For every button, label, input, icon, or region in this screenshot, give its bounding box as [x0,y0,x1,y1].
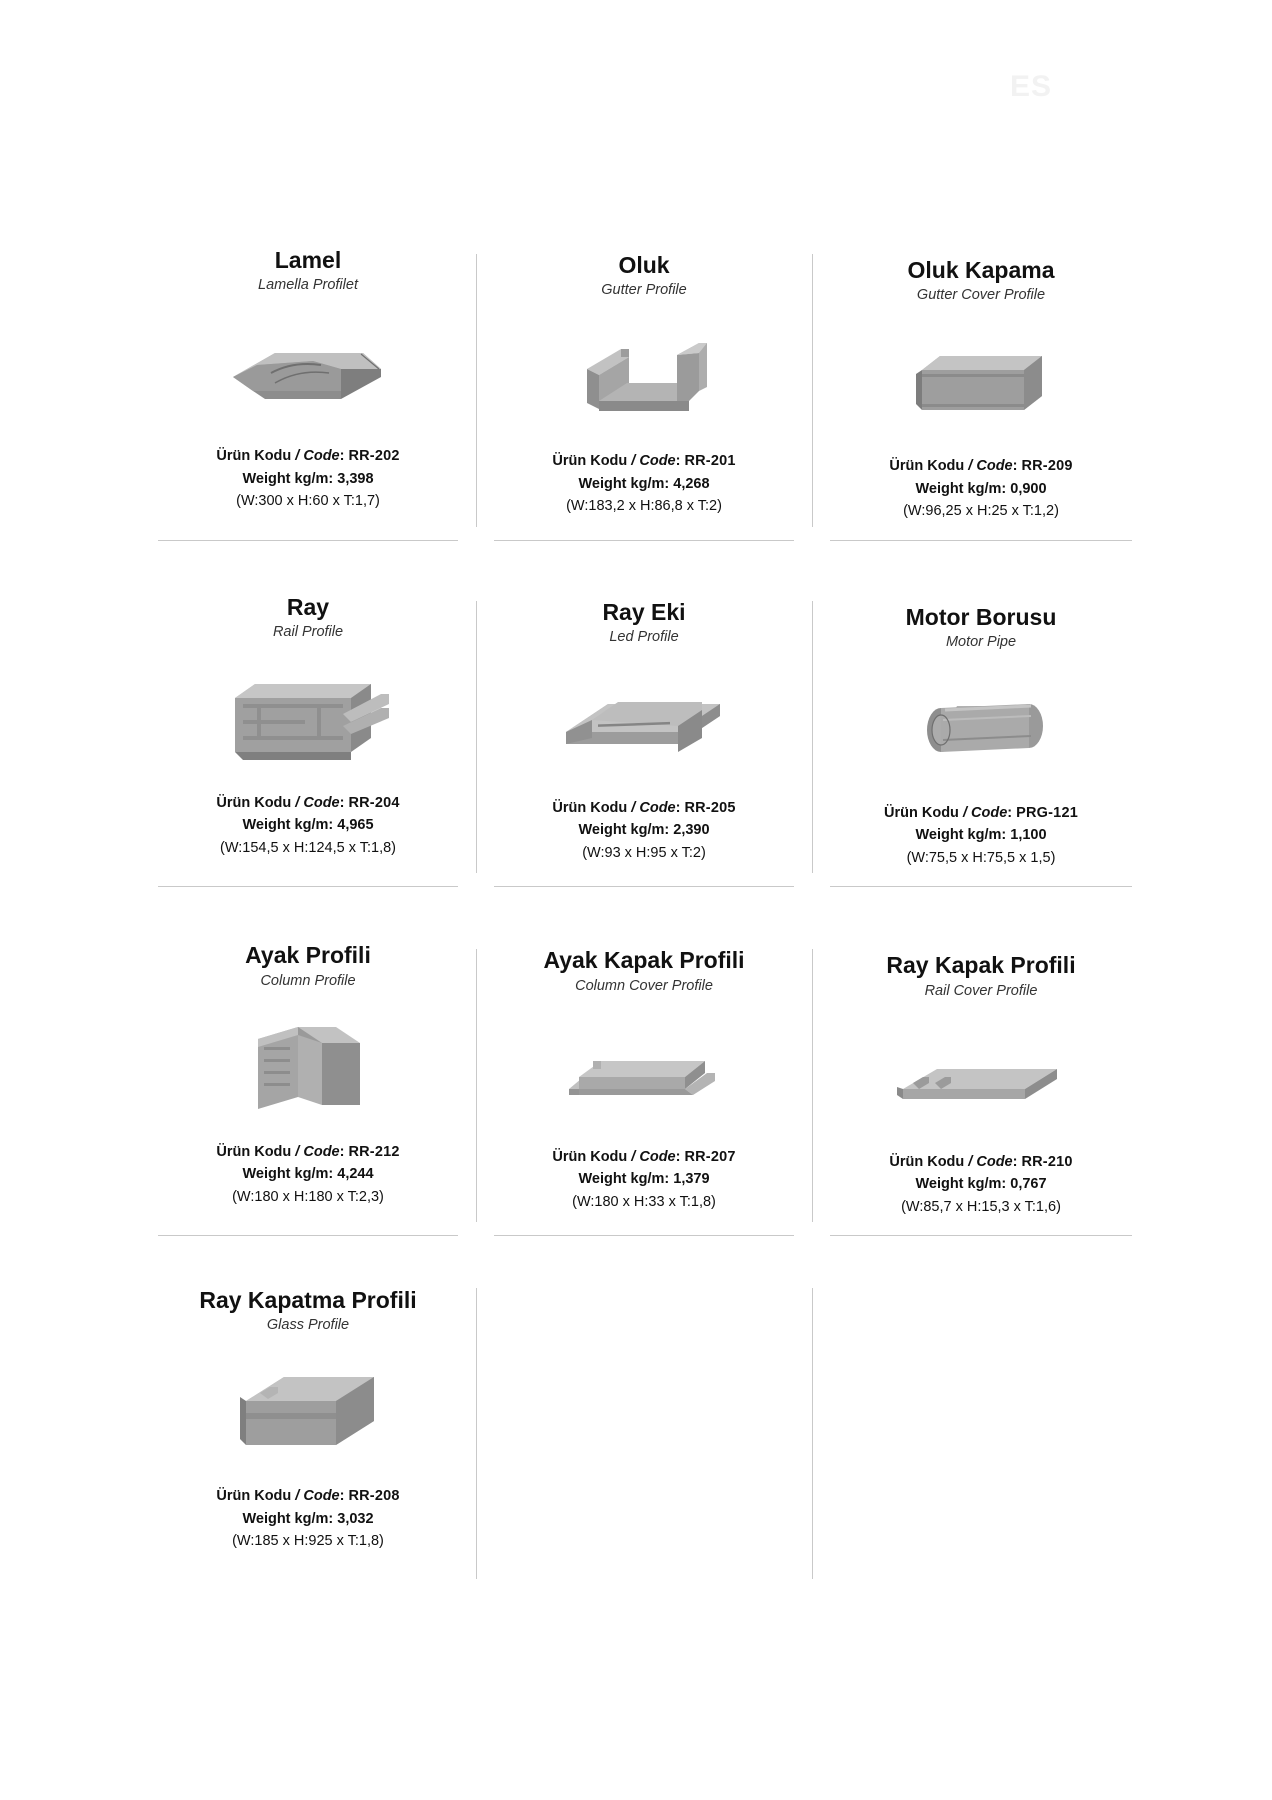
code-label-en: Code [639,1148,676,1165]
product-code: RR-209 [1021,458,1073,475]
code-separator: / [964,458,977,475]
weight-label: Weight kg/m: [242,1166,334,1183]
product-card-ayak-profili [140,943,476,1236]
product-weight: 4,244 [337,1166,374,1183]
product-title: Ray Kapatma Profili [199,1287,417,1314]
product-code: RR-210 [1021,1153,1073,1170]
product-title: Ayak Kapak Profili [543,947,745,974]
code-separator: / [964,1153,977,1170]
product-subtitle: Glass Profile [266,1317,350,1334]
product-weight: 3,398 [337,470,374,487]
divider [158,886,458,887]
product-weight: 0,767 [1010,1176,1047,1193]
code-label-en: Code [303,448,340,465]
product-card-ray-kapatma-profili [140,1288,476,1571]
product-title: Oluk [618,252,670,278]
column-profile-icon [150,1005,466,1131]
code-label-tr: Ürün Kodu [552,453,628,470]
product-weight: 0,900 [1010,480,1047,497]
product-title: Ray [286,593,330,620]
gutter-cover-profile-icon [822,319,1140,445]
weight-label: Weight kg/m: [578,822,670,839]
product-card-motor-borusu [812,595,1150,888]
product-card-ray-eki [476,595,812,888]
code-label-tr: Ürün Kodu [216,1488,292,1505]
product-code: RR-204 [348,795,400,811]
product-specs: Ürün Kodu / Code: PRG-121 Weight kg/m: 1,100 (W:75,5 x H:75,5 x 1,5) [822,802,1140,869]
product-weight: 2,390 [673,822,710,839]
gutter-profile-icon [486,314,802,440]
product-row [140,1288,1150,1571]
code-label-tr: Ürün Kodu [216,1143,292,1160]
code-label-tr: Ürün Kodu [889,1153,965,1170]
product-code: RR-207 [684,1148,736,1165]
product-subtitle: Rail Cover Profile [924,982,1038,999]
weight-label: Weight kg/m: [242,1510,334,1527]
product-subtitle: Column Cover Profile [575,977,713,994]
lamella-profile-icon [150,309,466,435]
product-card-lamel [140,248,476,541]
product-code: RR-208 [348,1488,400,1505]
divider [830,886,1132,887]
product-specs: Ürün Kodu / Code: RR-202 Weight kg/m: 3,398 (W:300 x H:60 x T:1,7) [150,445,466,512]
code-label-tr: Ürün Kodu [552,1148,628,1165]
weight-label: Weight kg/m: [578,1171,670,1188]
product-row [140,595,1150,888]
product-title: Ray Kapak Profili [886,952,1076,979]
product-weight: 4,965 [337,817,374,834]
product-dimensions: (W:180 x H:180 x T:2,3) [232,1188,384,1205]
product-dimensions: (W:75,5 x H:75,5 x 1,5) [906,849,1056,866]
column-cover-profile-icon [486,1010,802,1136]
weight-label: Weight kg/m: [915,827,1007,844]
code-separator: / [291,1143,304,1160]
divider [158,1235,458,1236]
product-dimensions: (W:96,25 x H:25 x T:1,2) [903,503,1059,520]
code-separator: / [291,1488,304,1505]
code-label-tr: Ürün Kodu [552,800,628,816]
product-weight: 1,379 [673,1171,710,1188]
watermark-logo: ES [1010,70,1053,103]
product-weight: 3,032 [337,1510,374,1527]
code-label-en: Code [971,805,1008,821]
product-code: RR-201 [684,453,736,470]
rail-cover-profile-icon [822,1015,1140,1141]
product-card-ray [140,595,476,888]
code-label-tr: Ürün Kodu [889,458,965,475]
product-specs: Ürün Kodu / Code: RR-205 Weight kg/m: 2,390 (W:93 x H:95 x T:2) [486,797,802,864]
product-code: RR-202 [348,448,400,465]
product-dimensions: (W:300 x H:60 x T:1,7) [236,493,380,510]
product-title: Ayak Profili [245,942,371,969]
product-dimensions: (W:154,5 x H:124,5 x T:1,8) [220,839,396,856]
code-separator: / [627,453,640,470]
code-label-en: Code [639,453,676,470]
product-card-oluk [476,248,812,541]
product-subtitle: Column Profile [260,972,356,989]
led-profile-icon [486,661,802,787]
code-label-en: Code [303,1488,340,1505]
product-specs: Ürün Kodu / Code: RR-209 Weight kg/m: 0,900 (W:96,25 x H:25 x T:1,2) [822,455,1140,522]
product-specs: Ürün Kodu / Code: RR-208 Weight kg/m: 3,032 (W:185 x H:925 x T:1,8) [150,1485,466,1552]
product-subtitle: Lamella Profilet [258,277,358,294]
code-label-tr: Ürün Kodu [884,805,959,821]
product-specs: Ürün Kodu / Code: RR-201 Weight kg/m: 4,268 (W:183,2 x H:86,8 x T:2) [486,450,802,517]
product-weight: 1,100 [1010,827,1047,844]
weight-label: Weight kg/m: [915,1176,1007,1193]
weight-label: Weight kg/m: [578,475,670,492]
product-dimensions: (W:85,7 x H:15,3 x T:1,6) [901,1198,1061,1215]
product-specs: Ürün Kodu / Code: RR-210 Weight kg/m: 0,767 (W:85,7 x H:15,3 x T:1,6) [822,1151,1140,1218]
product-specs: Ürün Kodu / Code: RR-212 Weight kg/m: 4,244 (W:180 x H:180 x T:2,3) [150,1141,466,1208]
product-subtitle: Rail Profile [272,624,344,640]
weight-label: Weight kg/m: [915,480,1007,497]
code-separator: / [627,1148,640,1165]
divider [830,540,1132,541]
product-specs: Ürün Kodu / Code: RR-204 Weight kg/m: 4,965 (W:154,5 x H:124,5 x T:1,8) [150,792,466,859]
product-row [140,943,1150,1236]
product-dimensions: (W:93 x H:95 x T:2) [582,844,706,861]
code-separator: / [291,448,304,465]
code-label-en: Code [639,800,676,816]
product-title: Oluk Kapama [907,257,1055,283]
divider [494,540,794,541]
product-code: PRG-121 [1016,805,1078,821]
motor-pipe-icon [822,666,1140,792]
divider [830,1235,1132,1236]
weight-label: Weight kg/m: [242,470,334,487]
product-title: Lamel [274,247,342,273]
product-weight: 4,268 [673,475,710,492]
divider [494,1235,794,1236]
weight-label: Weight kg/m: [242,817,334,834]
glass-profile-icon [150,1349,466,1475]
divider [158,540,458,541]
product-subtitle: Gutter Profile [601,282,687,299]
code-separator: / [958,805,972,821]
empty-cell [812,1288,1150,1571]
product-subtitle: Motor Pipe [945,634,1017,650]
product-code: RR-205 [684,800,736,816]
product-grid [140,248,1150,1571]
divider [494,886,794,887]
product-specs: Ürün Kodu / Code: RR-207 Weight kg/m: 1,379 (W:180 x H:33 x T:1,8) [486,1146,802,1213]
product-card-ayak-kapak-profili [476,943,812,1236]
product-code: RR-212 [348,1143,400,1160]
product-dimensions: (W:180 x H:33 x T:1,8) [572,1193,716,1210]
code-label-tr: Ürün Kodu [216,795,292,811]
rail-profile-icon [150,656,466,782]
product-dimensions: (W:185 x H:925 x T:1,8) [232,1533,384,1550]
code-label-en: Code [303,1143,340,1160]
product-dimensions: (W:183,2 x H:86,8 x T:2) [566,498,722,515]
code-label-en: Code [303,795,340,811]
product-card-oluk-kapama [812,248,1150,541]
product-card-ray-kapak-profili [812,943,1150,1236]
code-separator: / [291,795,304,811]
product-subtitle: Led Profile [609,629,679,645]
code-label-en: Code [976,458,1013,475]
product-row [140,248,1150,541]
product-title: Ray Eki [602,598,686,625]
empty-cell [476,1288,812,1571]
code-separator: / [627,800,640,816]
code-label-tr: Ürün Kodu [216,448,292,465]
product-subtitle: Gutter Cover Profile [916,287,1046,304]
code-label-en: Code [976,1153,1013,1170]
product-title: Motor Borusu [905,603,1057,630]
